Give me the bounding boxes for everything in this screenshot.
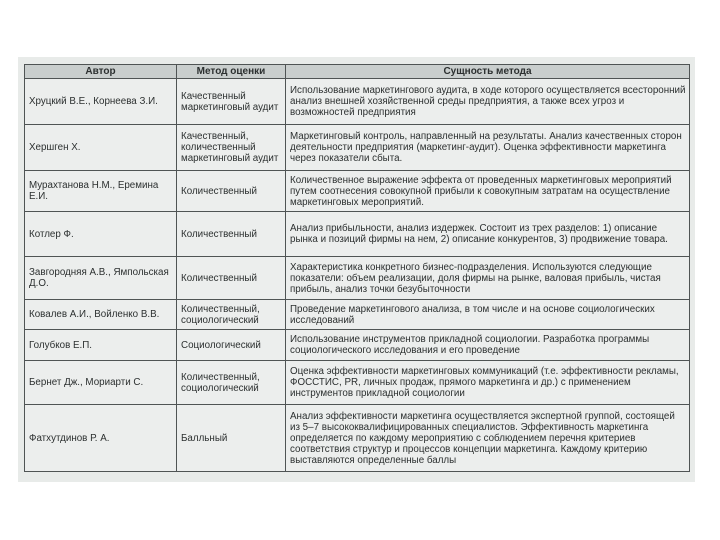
table-row xyxy=(25,257,690,300)
header-method: Метод оценки xyxy=(177,65,286,79)
essence-cell: Использование маркетингового аудита, в ходе которого осуществляется всесторонний анализ внешней хозяйственной среды предприятия, а также всех угроз и возможностей предприятия xyxy=(286,79,690,125)
method-cell: Количественный xyxy=(177,171,286,212)
author-cell: Голубков Е.П. xyxy=(25,330,177,361)
methods-table xyxy=(24,64,690,472)
author-cell: Хершген Х. xyxy=(25,125,177,171)
header-essence: Сущность метода xyxy=(286,65,690,79)
table-header-row xyxy=(25,65,690,79)
author-cell: Котлер Ф. xyxy=(25,212,177,257)
method-cell: Количественный xyxy=(177,212,286,257)
method-cell: Качественный, количественный маркетинговый аудит xyxy=(177,125,286,171)
author-cell: Завгородняя А.В., Ямпольская Д.О. xyxy=(25,257,177,300)
table-row xyxy=(25,300,690,330)
author-cell: Ковалев А.И., Войленко В.В. xyxy=(25,300,177,330)
essence-cell: Использование инструментов прикладной социологии. Разработка программы социологического исследования и его проведение xyxy=(286,330,690,361)
essence-cell: Оценка эффективности маркетинговых коммуникаций (т.е. эффективности рекламы, ФОССТИС, PR, личных продаж, прямого маркетинга и др.) с применением инструментов прикладной социологии xyxy=(286,361,690,405)
document-page xyxy=(18,57,695,482)
essence-cell: Характеристика конкретного бизнес-подразделения. Используются следующие показатели: объем реализации, доля фирмы на рынке, валовая прибыль, чистая прибыль, анализ точки безубыточности xyxy=(286,257,690,300)
table-row xyxy=(25,171,690,212)
method-cell: Балльный xyxy=(177,405,286,472)
essence-cell: Количественное выражение эффекта от проведенных маркетинговых мероприятий путем соотнесения совокупной прибыли к совокупным затратам на осуществление маркетинговых мероприятий. xyxy=(286,171,690,212)
method-cell: Количественный xyxy=(177,257,286,300)
essence-cell: Маркетинговый контроль, направленный на результаты. Анализ качественных сторон деятельности предприятия (маркетинг-аудит). Оценка эффективности маркетинга через показатели сбыта. xyxy=(286,125,690,171)
header-author: Автор xyxy=(25,65,177,79)
method-cell: Социологический xyxy=(177,330,286,361)
table-row xyxy=(25,330,690,361)
author-cell: Фатхутдинов Р. А. xyxy=(25,405,177,472)
table-row xyxy=(25,361,690,405)
author-cell: Хруцкий В.Е., Корнеева З.И. xyxy=(25,79,177,125)
essence-cell: Анализ прибыльности, анализ издержек. Состоит из трех разделов: 1) описание рынка и позиций фирмы на нем, 2) описание конкурентов, 3) продвижение товара. xyxy=(286,212,690,257)
method-cell: Качественный маркетинговый аудит xyxy=(177,79,286,125)
table-row xyxy=(25,125,690,171)
essence-cell: Анализ эффективности маркетинга осуществляется экспертной группой, состоящей из 5–7 высококвалифицированных специалистов. Эффективность маркетинга определяется по каждому мероприятию с соблюдением перечня критериев соответствия структур и процессов концепции маркетинга. Каждому критерию выставляются определенные баллы xyxy=(286,405,690,472)
essence-cell: Проведение маркетингового анализа, в том числе и на основе социологических исследований xyxy=(286,300,690,330)
method-cell: Количественный, социологический xyxy=(177,300,286,330)
author-cell: Мурахтанова Н.М., Еремина Е.И. xyxy=(25,171,177,212)
table-row xyxy=(25,212,690,257)
table-row xyxy=(25,405,690,472)
method-cell: Количественный, социологический xyxy=(177,361,286,405)
table-row xyxy=(25,79,690,125)
author-cell: Бернет Дж., Мориарти С. xyxy=(25,361,177,405)
